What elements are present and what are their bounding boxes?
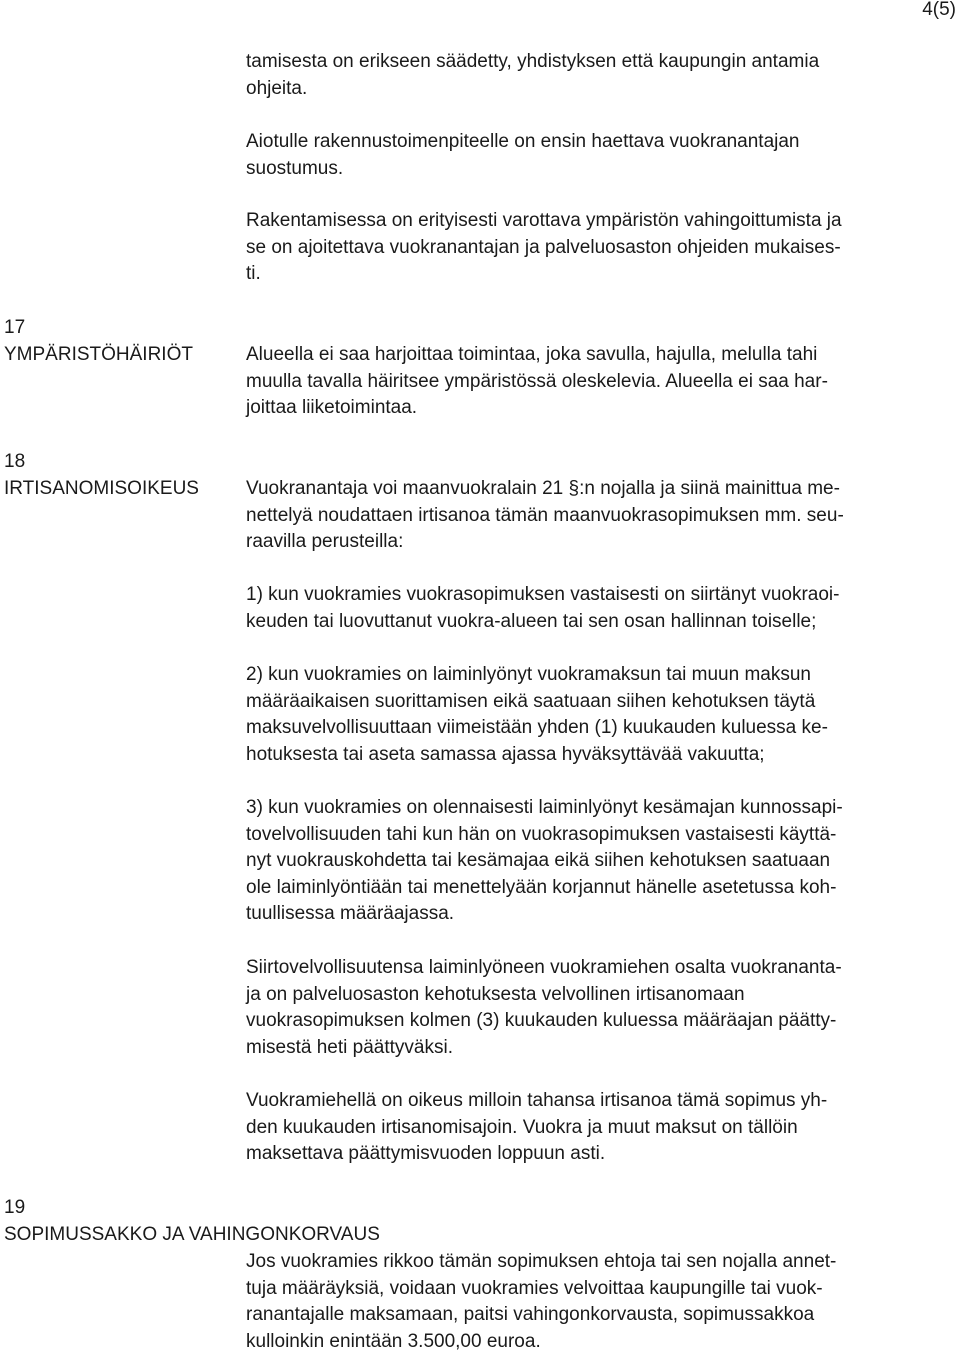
section-19-header (4, 1195, 380, 1248)
text-line: Alueella ei saa harjoittaa toimintaa, joka savulla, hajulla, melulla tahi (246, 344, 818, 365)
text-line: den kuukauden irtisanomisajoin. Vuokra ja muut maksut on tällöin (246, 1116, 798, 1138)
text-line: maksettava päättymisvuoden loppuun asti. (246, 1143, 606, 1165)
text-line: määräaikaisen suorittamisen eikä saatuaan siihen kehotuksen täytä (246, 690, 816, 712)
text-line: ja on palveluosaston kehotuksesta velvollinen irtisanomaan (246, 983, 745, 1005)
text-line: se on ajoitettava vuokranantajan ja palveluosaston ohjeiden mukaises- (246, 236, 841, 258)
text-line: 2) kun vuokramies on laiminlyönyt vuokramaksun tai muun maksun (246, 664, 811, 685)
section-18-paragraph-4 (246, 795, 958, 928)
page-number: 4(5) (922, 0, 956, 20)
text-line: keuden tai luovuttanut vuokra-alueen tai sen osan hallinnan toiselle; (246, 610, 817, 632)
section-18-header (4, 449, 199, 502)
section-heading: SOPIMUSSAKKO JA VAHINGONKORVAUS (4, 1223, 380, 1245)
paragraph-intro-2 (246, 129, 958, 182)
text-line: suostumus. (246, 157, 344, 179)
text-line: raavilla perusteilla: (246, 531, 404, 553)
text-line: Vuokranantaja voi maanvuokralain 21 §:n nojalla ja siinä mainittua me- (246, 478, 840, 499)
text-line: 3) kun vuokramies on olennaisesti laiminlyönyt kesämajan kunnossapi- (246, 797, 843, 818)
text-line: ranantajalle maksamaan, paitsi vahingonkorvausta, sopimussakkoa (246, 1304, 815, 1326)
text-line: Jos vuokramies rikkoo tämän sopimuksen ehtoja tai sen nojalla annet- (246, 1251, 837, 1272)
section-17-body (246, 342, 958, 422)
paragraph-intro-1 (246, 49, 958, 102)
section-18-paragraph-5 (246, 955, 958, 1061)
text-line: ohjeita. (246, 77, 308, 99)
section-18-paragraph-1 (246, 476, 958, 556)
text-line: joittaa liiketoimintaa. (246, 397, 418, 419)
section-18-paragraph-3 (246, 662, 958, 768)
text-line: kulloinkin enintään 3.500,00 euroa. (246, 1330, 541, 1352)
text-line: tovelvollisuuden tahi kun hän on vuokrasopimuksen vastaisesti käyttä- (246, 823, 837, 845)
text-line: nettelyä noudattaen irtisanoa tämän maanvuokrasopimuksen mm. seu- (246, 504, 844, 526)
text-line: Rakentamisessa on erityisesti varottava ympäristön vahingoittumista ja (246, 210, 842, 231)
section-18-paragraph-2 (246, 582, 958, 635)
text-line: tuja määräyksiä, voidaan vuokramies velvoittaa kaupungille tai vuok- (246, 1277, 823, 1299)
paragraph-intro-3 (246, 208, 958, 288)
text-line: vuokrasopimuksen kolmen (3) kuukauden kuluessa määräajan päätty- (246, 1010, 837, 1032)
text-line: ti. (246, 263, 261, 285)
text-line: misestä heti päättyväksi. (246, 1036, 453, 1058)
text-line: Siirtovelvollisuutensa laiminlyöneen vuokramiehen osalta vuokrananta- (246, 957, 842, 978)
text-line: Vuokramiehellä on oikeus milloin tahansa irtisanoa tämä sopimus yh- (246, 1090, 828, 1111)
text-line: hotuksesta tai aseta samassa ajassa hyväksyttävää vakuutta; (246, 743, 765, 765)
section-number: 17 (4, 317, 26, 338)
text-line: muulla tavalla häiritsee ympäristössä oleskelevia. Alueella ei saa har- (246, 370, 828, 392)
text-line: nyt vuokrauskohdetta tai kesämajaa eikä siihen kehotuksen saatuaan (246, 850, 831, 872)
text-line: maksuvelvollisuuttaan viimeistään yhden (1) kuukauden kuluessa ke- (246, 717, 828, 739)
text-line: tamisesta on erikseen säädetty, yhdistyksen että kaupungin antamia (246, 51, 820, 72)
section-19-body (246, 1249, 958, 1355)
section-17-header (4, 315, 193, 368)
text-line: Aiotulle rakennustoimenpiteelle on ensin haettava vuokranantajan (246, 131, 800, 152)
text-line: 1) kun vuokramies vuokrasopimuksen vastaisesti on siirtänyt vuokraoi- (246, 584, 840, 605)
text-line: tuullisessa määräajassa. (246, 903, 455, 925)
section-heading: IRTISANOMISOIKEUS (4, 477, 199, 499)
text-line: ole laiminlyöntiään tai menettelyään korjannut hänelle asetetussa koh- (246, 876, 837, 898)
section-18-paragraph-6 (246, 1088, 958, 1168)
section-heading: YMPÄRISTÖHÄIRIÖT (4, 343, 193, 365)
section-number: 18 (4, 451, 26, 472)
section-number: 19 (4, 1197, 26, 1218)
